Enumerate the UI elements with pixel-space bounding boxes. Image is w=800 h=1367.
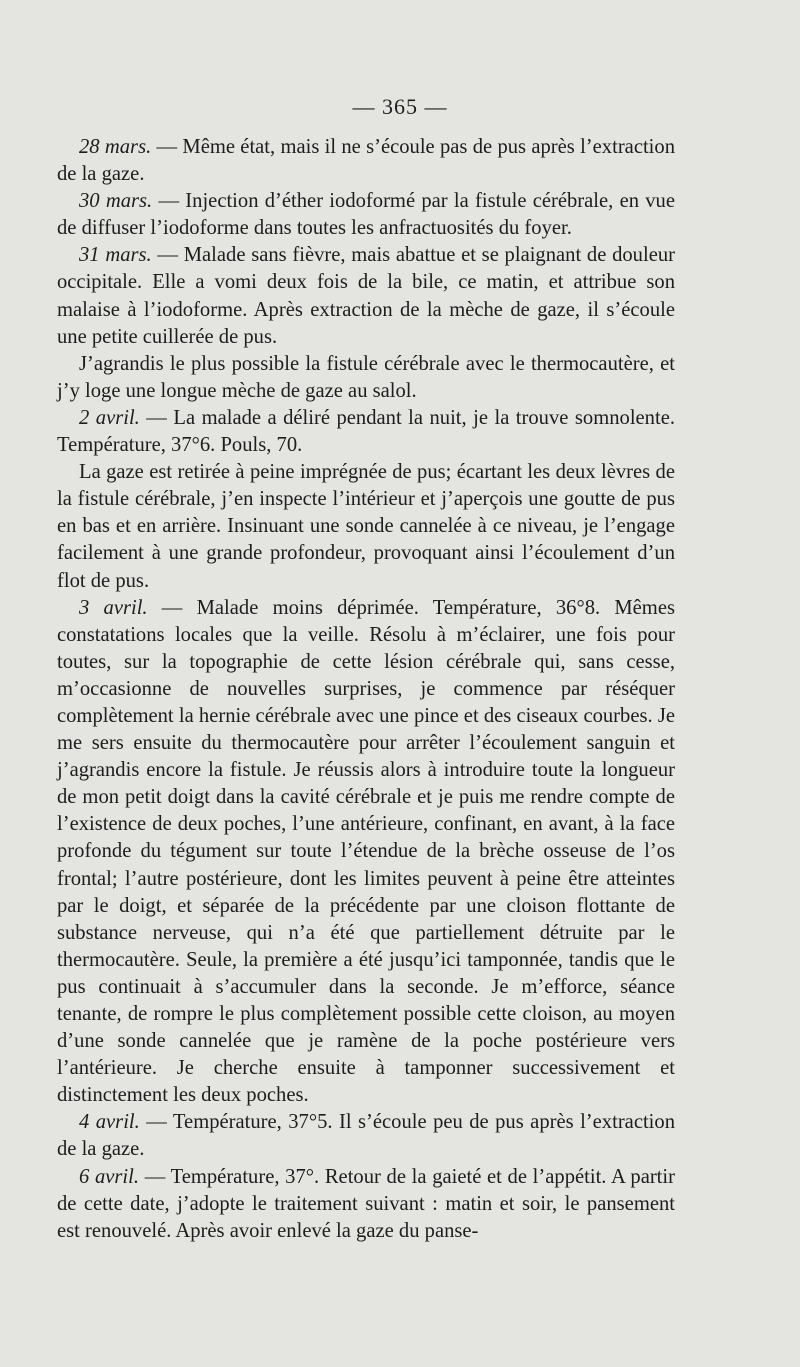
paragraph-2-avril (57, 405, 675, 459)
entry-date: 4 avril. (79, 1111, 140, 1134)
paragraph-31-mars (57, 242, 675, 350)
entry-text: — Malade sans fièvre, mais abattue et se plaignant de douleur occipitale. Elle a vomi deux fois de la bile, ce matin, et attribue son malaise à l’iodoforme. Après extraction de la mèche de gaze, il s’écoule une petite cuillerée de pus. (57, 244, 675, 348)
page-number: — 365 — (352, 94, 448, 119)
paragraph-3-avril (57, 595, 675, 1110)
entry-text: — La malade a déliré pendant la nuit, je la trouve somnolente. Température, 37°6. Pouls, 70. (57, 406, 675, 457)
paragraph-thermocautere (57, 351, 675, 405)
paragraph-6-avril (57, 1164, 675, 1245)
paragraph-4-avril (57, 1109, 675, 1163)
entry-text: — Injection d’éther iodoformé par la fistule cérébrale, en vue de diffuser l’iodoforme dans toutes les anfractuosités du foyer. (57, 190, 675, 240)
entry-text: — Température, 37°5. Il s’écoule peu de pus après l’extraction de la gaze. (57, 1111, 675, 1161)
page-body (57, 134, 675, 1245)
entry-date: 28 mars. (79, 136, 152, 158)
paragraph-30-mars (57, 188, 675, 242)
entry-text: — Température, 37°. Retour de la gaieté et de l’appétit. A partir de cette date, j’adopte le traitement suivant : matin et soir, le pansement est renouvelé. Après avoir enlevé la gaze du panse- (57, 1165, 675, 1242)
entry-date: 2 avril. (79, 406, 140, 429)
entry-date: 6 avril. (79, 1165, 140, 1188)
entry-text: J’agrandis le plus possible la fistule cérébrale avec le thermocautère, et j’y loge une longue mèche de gaze au salol. (57, 352, 675, 402)
paragraph-gaze-retiree (57, 459, 675, 594)
entry-text: La gaze est retirée à peine imprégnée de pus; écartant les deux lèvres de la fistule cérébrale, j’en inspecte l’intérieur et j’aperçois une goutte de pus en bas et en arrière. Insinuant une sonde cannelée à ce niveau, je l’engage facilement à une grande profondeur, provoquant ainsi l’écoulement d’un flot de pus. (57, 461, 675, 592)
entry-text: — Même état, mais il ne s’écoule pas de pus après l’extraction de la gaze. (57, 136, 675, 186)
entry-date: 3 avril. (79, 596, 148, 619)
entry-date: 30 mars. (79, 190, 153, 213)
paragraph-28-mars (57, 134, 675, 188)
entry-date: 31 mars. (79, 244, 152, 267)
entry-text: — Malade moins déprimée. Température, 36°8. Mêmes constatations locales que la veille. Résolu à m’éclairer, une fois pour toutes, sur la topographie de cette lésion cérébrale qui, sans cesse, m’occasionne de nouvelles surprises, je commence par réséquer complètement la hernie cérébrale avec une pince et des ciseaux courbes. Je me sers ensuite du thermocautère pour arrêter l’écoulement sanguin et j’agrandis encore la fistule. Je réussis alors à introduire toute la longueur de mon petit doigt dans la cavité cérébrale et je puis me rendre compte de l’existence de deux poches, l’une antérieure, confinant, en avant, à la face profonde du tégument sur toute l’étendue de la brèche osseuse de l’os frontal; l’autre postérieure, dont les limites peuvent à peine être atteintes par le doigt, et séparée de la précédente par une cloison flottante de substance nerveuse, qui n’a été que partiellement détruite par le thermocautère. Seule, la première a été jusqu’ici tamponnée, tandis que le pus continuait à s’accumuler dans la seconde. Je m’efforce, séance tenante, de rompre le plus complètement possible cette cloison, au moyen d’une sonde cannelée que je ramène de la poche postérieure vers l’antérieure. Je cherche ensuite à tamponner successivement et distinctement les deux poches. (57, 596, 675, 1107)
